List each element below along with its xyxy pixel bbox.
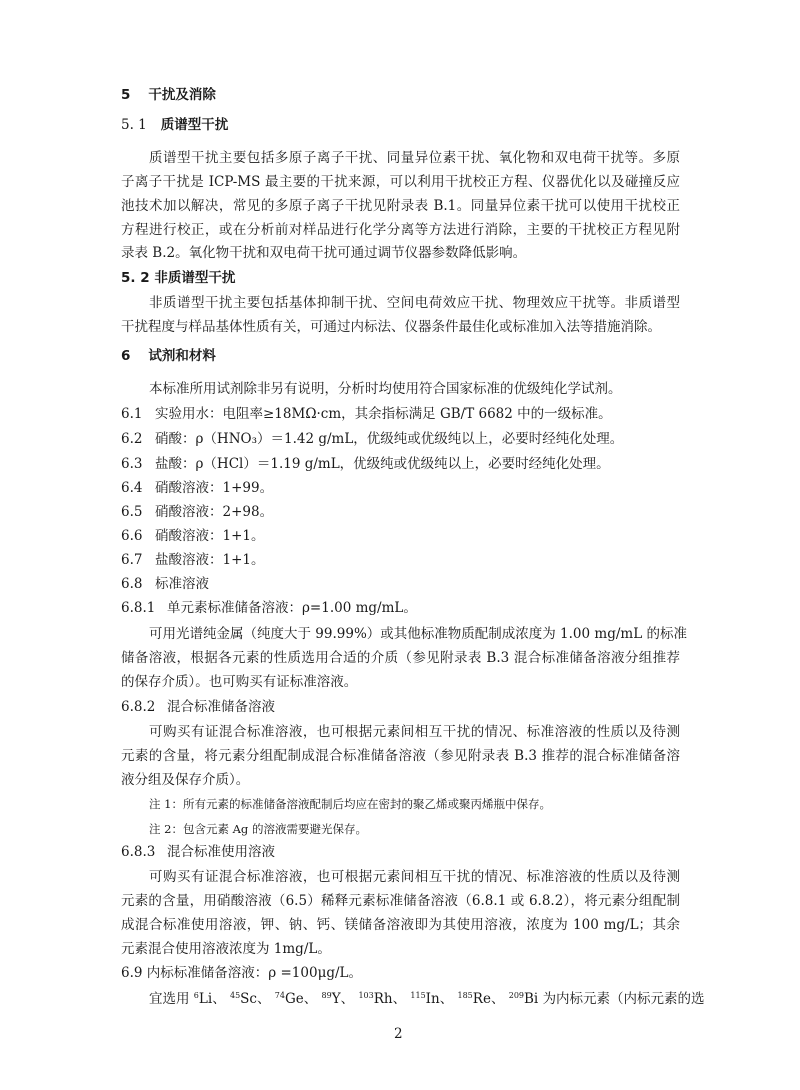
item-text: 标准溶液 (155, 576, 209, 592)
paragraph-line: 成混合标准使用溶液，钾、钠、钙、镁储备溶液即为其使用溶液，浓度为 100 mg/L；其余 (121, 917, 680, 933)
paragraph-line: 录表 B.2。氧化物干扰和双电荷干扰可通过调节仪器参数降低影响。 (121, 245, 527, 261)
list-item (121, 527, 265, 545)
section-number: 5 (121, 87, 131, 103)
paragraph-line: 池技术加以解决，常见的多原子离子干扰见附录表 B.1。同量异位素干扰可以使用干扰校正 (121, 198, 680, 214)
list-item (121, 479, 273, 497)
item-text: 硝酸：ρ（HNO₃）＝1.42 g/mL，优级纯或优级纯以上，必要时经纯化处理。 (155, 431, 624, 447)
list-item (121, 455, 610, 473)
note: 注 1：所有元素的标准储备溶液配制后均应在密封的聚乙烯或聚丙烯瓶中保存。 (149, 797, 551, 811)
isotope: $^{74}$Ge (274, 991, 304, 1007)
paragraph-line: 子离子干扰是 ICP-MS 最主要的干扰来源，可以利用干扰校正方程、仪器优化以及碰撞反应 (121, 174, 680, 190)
subitem-6-8-1 (121, 599, 417, 617)
paragraph-line: 元素混合使用溶液浓度为 1mg/L。 (121, 941, 331, 957)
isotope: $^{185}$Re (457, 991, 491, 1007)
internal-standard-line: 宜选用 $^6$Li、 $^{45}$Sc、 $^{74}$Ge、 $^{89}$Y、 $^{103}$Rh、 $^{115}$In、 $^{185}$Re、 $^{209}$Bi 为内标元素（内标元素的选 (149, 991, 705, 1007)
isotope: $^6$Li (193, 991, 213, 1007)
paragraph-line: 干扰程度与样品基体性质有关，可通过内标法、仪器条件最佳化或标准加入法等措施消除。 (121, 319, 661, 335)
page-number: 2 (394, 1026, 403, 1042)
item-text: 单元素标准储备溶液：ρ=1.00 mg/mL。 (167, 600, 417, 616)
list-item (121, 405, 612, 423)
item-number: 6.1 (121, 406, 143, 422)
isotope: $^{45}$Sc (229, 991, 257, 1007)
item-number: 6.7 (121, 552, 143, 568)
paragraph-line: 可用光谱纯金属（纯度大于 99.99%）或其他标准物质配制成浓度为 1.00 mg/mL 的标准 (149, 626, 687, 642)
subitem-6-8-3 (121, 843, 275, 861)
paragraph-line: 本标准所用试剂除非另有说明，分析时均使用符合国家标准的优级纯化学试剂。 (149, 381, 622, 397)
section-5-heading (121, 86, 216, 104)
isotope: $^{103}$Rh (358, 991, 393, 1007)
subsection-6-9: 6.9 内标标准储备溶液：ρ =100μg/L。 (121, 965, 362, 981)
note: 注 2：包含元素 Ag 的溶液需要避光保存。 (149, 822, 367, 836)
list-item (121, 503, 273, 521)
item-number: 6.8.3 (121, 844, 156, 860)
item-number: 6.3 (121, 456, 143, 472)
paragraph-line: 可购买有证混合标准溶液，也可根据元素间相互干扰的情况、标准溶液的性质以及待测 (149, 869, 680, 885)
paragraph-line: 质谱型干扰主要包括多原子离子干扰、同量异位素干扰、氧化物和双电荷干扰等。多原 (149, 150, 680, 166)
list-item (121, 430, 623, 448)
line-prefix: 宜选用 (149, 991, 190, 1007)
section-6-heading (121, 347, 216, 365)
paragraph-line: 非质谱型干扰主要包括基体抑制干扰、空间电荷效应干扰、物理效应干扰等。非质谱型 (149, 295, 680, 311)
subsection-5-2-heading: 5. 2 非质谱型干扰 (121, 270, 236, 286)
paragraph-line: 储备溶液，根据各元素的性质选用合适的介质（参见附录表 B.3 混合标准储备溶液分组推荐 (121, 650, 680, 666)
paragraph-line: 液分组及保存介质）。 (121, 772, 250, 788)
item-number: 6.4 (121, 480, 143, 496)
item-number: 6.2 (121, 431, 143, 447)
paragraph-line: 可购买有证混合标准溶液，也可根据元素间相互干扰的情况、标准溶液的性质以及待测 (149, 724, 680, 740)
item-text: 硝酸溶液：1+1。 (155, 528, 265, 544)
paragraph-line: 元素的含量，用硝酸溶液（6.5）稀释元素标准储备溶液（6.8.1 或 6.8.2），将元素分组配制 (121, 893, 680, 909)
item-text: 实验用水：电阻率≥18MΩ·cm，其余指标满足 GB/T 6682 中的一级标准。 (155, 406, 612, 422)
item-text: 混合标准储备溶液 (167, 699, 275, 715)
section-title: 干扰及消除 (148, 87, 216, 103)
isotope: $^{115}$In (410, 991, 440, 1007)
section-number: 6 (121, 348, 131, 364)
list-item (121, 551, 265, 569)
item-text: 盐酸：ρ（HCl）＝1.19 g/mL，优级纯或优级纯以上，必要时经纯化处理。 (155, 456, 610, 472)
paragraph-line: 的保存介质）。也可购买有证标准溶液。 (121, 674, 358, 690)
section-title: 试剂和材料 (148, 348, 216, 364)
item-text: 硝酸溶液：1+99。 (155, 480, 274, 496)
subitem-6-8-2 (121, 698, 275, 716)
item-number: 6.5 (121, 504, 143, 520)
item-text: 混合标准使用溶液 (167, 844, 275, 860)
item-number: 6.8.2 (121, 699, 156, 715)
paragraph-line: 元素的含量，将元素分组配制成混合标准储备溶液（参见附录表 B.3 推荐的混合标准储备溶 (121, 748, 680, 764)
item-number: 6.8.1 (121, 600, 156, 616)
item-number: 6.6 (121, 528, 143, 544)
subsection-number: 5. 1 (121, 117, 147, 133)
item-text: 盐酸溶液：1+1。 (155, 552, 265, 568)
isotope: $^{209}$Bi (508, 991, 539, 1007)
paragraph-line: 方程进行校正，或在分析前对样品进行化学分离等方法进行消除，主要的干扰校正方程见附 (121, 222, 680, 238)
item-number: 6.8 (121, 576, 143, 592)
line-suffix: 为内标元素（内标元素的选 (542, 991, 705, 1007)
item-text: 硝酸溶液：2+98。 (155, 504, 274, 520)
isotope: $^{89}$Y (321, 991, 341, 1007)
subsection-title: 质谱型干扰 (160, 117, 229, 133)
subsection-5-1-heading (121, 116, 228, 134)
list-item (121, 575, 209, 593)
